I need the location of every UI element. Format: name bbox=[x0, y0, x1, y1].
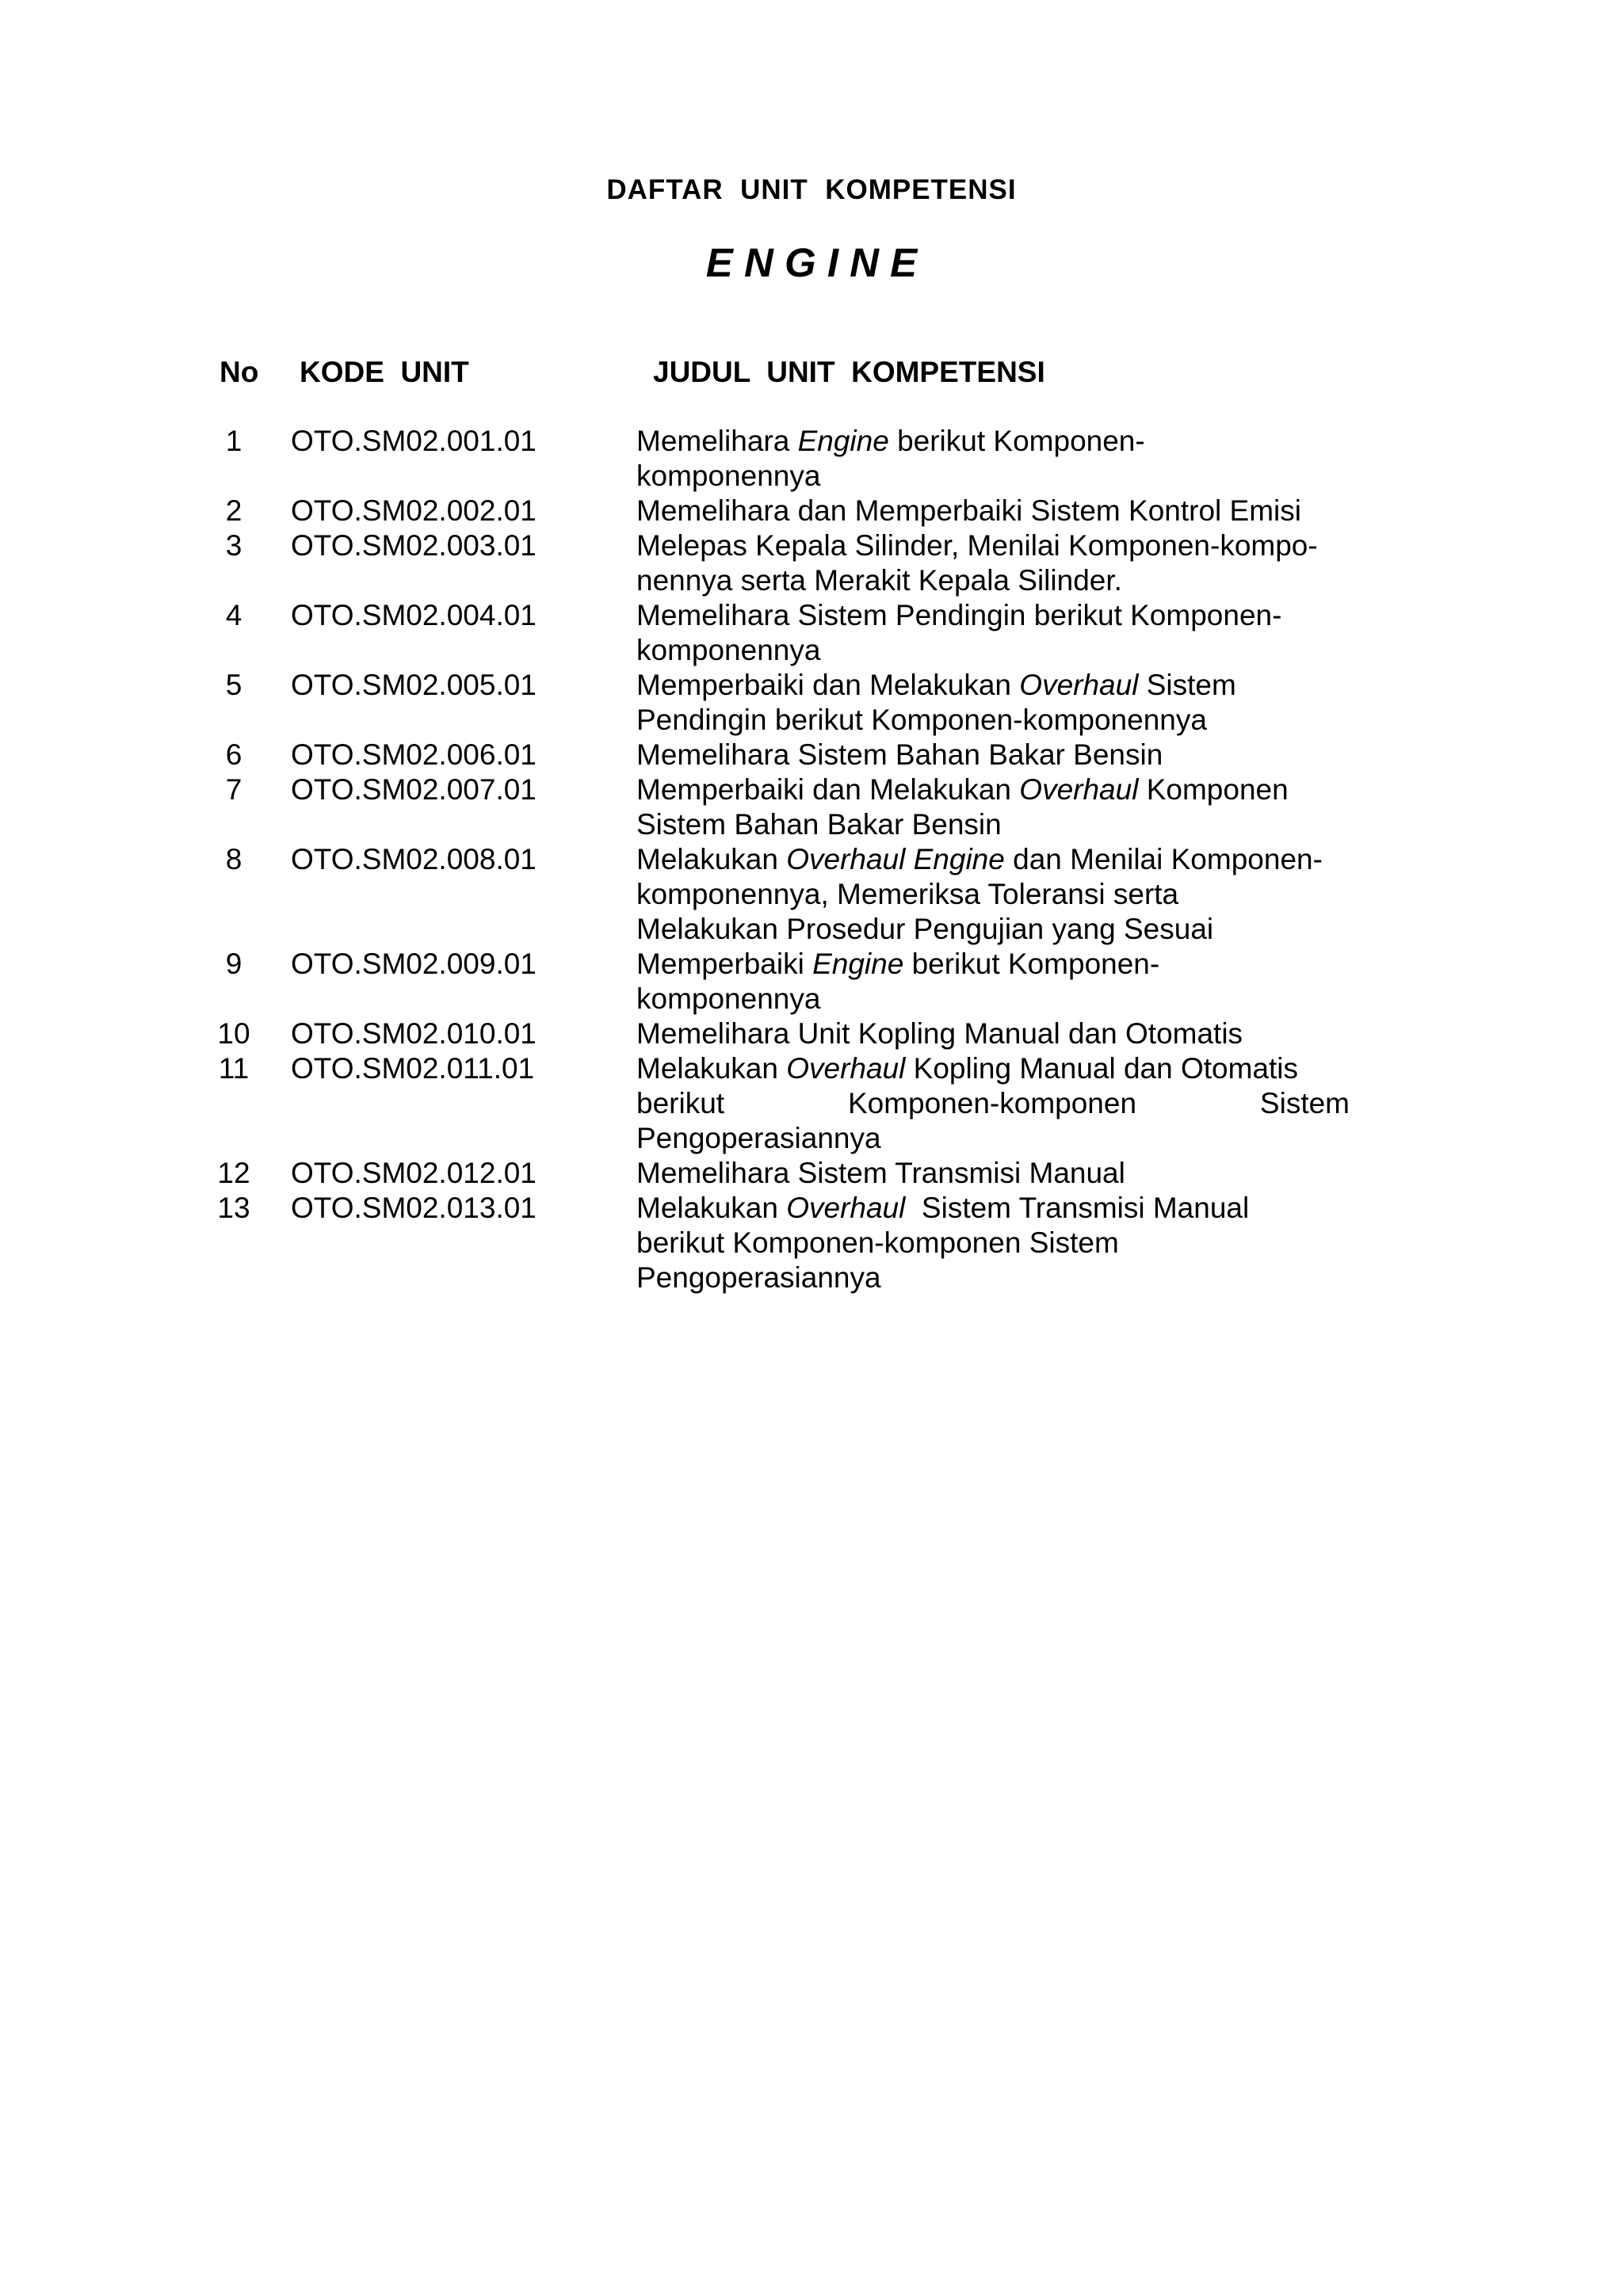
table-row bbox=[0, 1156, 1623, 1191]
table-row bbox=[0, 494, 1623, 528]
italic-term: Overhaul Engine bbox=[786, 843, 1005, 875]
unit-title-line bbox=[636, 738, 1350, 772]
title-text: Komponen bbox=[1138, 773, 1289, 806]
unit-code: OTO.SM02.009.01 bbox=[291, 948, 537, 980]
unit-title-line bbox=[636, 772, 1350, 807]
title-text: komponennya bbox=[636, 982, 821, 1015]
title-text: Memperbaiki dan Melakukan bbox=[636, 773, 1020, 806]
title-text: Memperbaiki bbox=[636, 948, 813, 980]
table-row bbox=[0, 528, 1623, 598]
unit-title bbox=[636, 1051, 1350, 1156]
unit-title-line bbox=[636, 528, 1350, 563]
table-row bbox=[0, 947, 1623, 1016]
italic-term: Overhaul bbox=[1019, 773, 1139, 806]
unit-title bbox=[636, 494, 1350, 528]
title-text: Sistem Bahan Bakar Bensin bbox=[636, 808, 1002, 841]
italic-term: Overhaul bbox=[786, 1192, 906, 1224]
italic-term: Overhaul bbox=[1019, 669, 1139, 701]
unit-title-line bbox=[636, 912, 1350, 947]
row-number: 7 bbox=[225, 773, 242, 806]
title-text: Melakukan bbox=[636, 843, 787, 875]
unit-title-line bbox=[636, 982, 1350, 1016]
unit-title-line bbox=[636, 633, 1350, 668]
row-number: 10 bbox=[217, 1017, 250, 1050]
row-number: 8 bbox=[225, 843, 242, 875]
title-text: Pengoperasiannya bbox=[636, 1122, 881, 1154]
page-title: DAFTAR UNIT KOMPETENSI bbox=[606, 174, 1017, 205]
title-text: Pengoperasiannya bbox=[636, 1261, 881, 1294]
row-number: 4 bbox=[225, 599, 242, 631]
title-text: Melepas Kepala Silinder, Menilai Komponen-kompo- bbox=[636, 529, 1318, 562]
title-text: Memelihara Sistem Pendingin berikut Komponen- bbox=[636, 599, 1282, 631]
unit-title-line bbox=[636, 494, 1350, 528]
italic-term: Overhaul bbox=[786, 1052, 906, 1085]
unit-title bbox=[636, 1016, 1350, 1051]
unit-title bbox=[636, 947, 1350, 1016]
title-text: berikut Komponen- bbox=[903, 948, 1160, 980]
unit-title-line bbox=[636, 459, 1350, 494]
title-text: Memperbaiki dan Melakukan bbox=[636, 669, 1020, 701]
unit-code: OTO.SM02.002.01 bbox=[291, 494, 537, 527]
unit-code: OTO.SM02.008.01 bbox=[291, 843, 537, 875]
column-header-no: No bbox=[220, 356, 259, 388]
title-text: Sistem Transmisi Manual bbox=[905, 1192, 1250, 1224]
unit-title bbox=[636, 424, 1350, 494]
title-text: berikut Komponen- bbox=[888, 425, 1145, 457]
title-text: berikut Komponen-komponen Sistem bbox=[636, 1226, 1119, 1259]
unit-title-line bbox=[636, 1226, 1350, 1261]
unit-title-line bbox=[636, 877, 1350, 912]
page-subtitle: E N G I N E bbox=[705, 240, 918, 285]
unit-title bbox=[636, 528, 1350, 598]
unit-title bbox=[636, 842, 1350, 947]
unit-code: OTO.SM02.012.01 bbox=[291, 1157, 537, 1189]
row-number: 11 bbox=[218, 1052, 250, 1085]
title-text: Memelihara dan Memperbaiki Sistem Kontrol Emisi bbox=[636, 494, 1301, 527]
table-row bbox=[0, 1051, 1623, 1156]
table-row bbox=[0, 1191, 1623, 1295]
title-text: Memelihara Sistem Transmisi Manual bbox=[636, 1157, 1125, 1189]
title-text: Memelihara bbox=[636, 425, 798, 457]
unit-title-line bbox=[636, 424, 1350, 459]
row-number: 1 bbox=[225, 425, 242, 457]
title-text: Memelihara Unit Kopling Manual dan Otomatis bbox=[636, 1017, 1243, 1050]
title-text: Memelihara Sistem Bahan Bakar Bensin bbox=[636, 738, 1163, 771]
column-header-code: KODE UNIT bbox=[300, 356, 469, 388]
unit-title-line bbox=[636, 1121, 1350, 1156]
unit-title-line bbox=[636, 703, 1350, 738]
title-text: Sistem bbox=[1138, 669, 1236, 701]
table-row bbox=[0, 598, 1623, 668]
title-text: komponennya bbox=[636, 460, 821, 492]
column-header-title: JUDUL UNIT KOMPETENSI bbox=[653, 356, 1045, 388]
title-text: komponennya, Memeriksa Toleransi serta bbox=[636, 878, 1179, 910]
unit-code: OTO.SM02.006.01 bbox=[291, 738, 537, 771]
row-number: 6 bbox=[225, 738, 242, 771]
unit-title-line bbox=[636, 668, 1350, 703]
unit-title-line bbox=[636, 1261, 1350, 1295]
title-text: dan Menilai Komponen- bbox=[1004, 843, 1323, 875]
table-row bbox=[0, 772, 1623, 842]
unit-code: OTO.SM02.003.01 bbox=[291, 529, 537, 562]
title-text: Melakukan bbox=[636, 1192, 787, 1224]
row-number: 9 bbox=[225, 948, 242, 980]
row-number: 13 bbox=[217, 1192, 250, 1224]
title-text: Melakukan bbox=[636, 1052, 787, 1085]
table-row bbox=[0, 668, 1623, 738]
title-text: Pendingin berikut Komponen-komponennya bbox=[636, 704, 1207, 736]
row-number: 12 bbox=[217, 1157, 250, 1189]
unit-title-line bbox=[636, 1191, 1350, 1226]
table-row bbox=[0, 1016, 1623, 1051]
unit-code: OTO.SM02.011.01 bbox=[291, 1052, 535, 1085]
unit-title bbox=[636, 738, 1350, 772]
title-text: berikut bbox=[636, 1087, 725, 1119]
unit-code: OTO.SM02.005.01 bbox=[291, 669, 537, 701]
unit-title bbox=[636, 1156, 1350, 1191]
row-number: 2 bbox=[225, 494, 242, 527]
unit-code: OTO.SM02.007.01 bbox=[291, 773, 537, 806]
unit-title bbox=[636, 598, 1350, 668]
unit-code: OTO.SM02.010.01 bbox=[291, 1017, 537, 1050]
title-text: Melakukan Prosedur Pengujian yang Sesuai bbox=[636, 913, 1214, 945]
unit-title-line bbox=[636, 1051, 1350, 1086]
title-text: komponennya bbox=[636, 634, 821, 666]
unit-title bbox=[636, 772, 1350, 842]
row-number: 3 bbox=[225, 529, 242, 562]
unit-title-line bbox=[636, 947, 1350, 982]
italic-term: Engine bbox=[797, 425, 889, 457]
unit-title bbox=[636, 1191, 1350, 1295]
unit-title-line bbox=[636, 1016, 1350, 1051]
unit-title-line bbox=[636, 1156, 1350, 1191]
unit-code: OTO.SM02.013.01 bbox=[291, 1192, 537, 1224]
table-row bbox=[0, 842, 1623, 947]
unit-title-line bbox=[636, 598, 1350, 633]
competency-unit-table bbox=[0, 424, 1623, 1295]
title-text: Kopling Manual dan Otomatis bbox=[905, 1052, 1299, 1085]
unit-title-line bbox=[636, 563, 1350, 598]
table-row bbox=[0, 424, 1623, 494]
unit-title bbox=[636, 668, 1350, 738]
unit-title-line bbox=[636, 842, 1350, 877]
table-row bbox=[0, 738, 1623, 772]
title-text: Sistem bbox=[1259, 1087, 1350, 1119]
italic-term: Engine bbox=[812, 948, 904, 980]
unit-title-line bbox=[636, 807, 1350, 842]
unit-code: OTO.SM02.004.01 bbox=[291, 599, 537, 631]
row-number: 5 bbox=[225, 669, 242, 701]
title-text: Komponen-komponen bbox=[847, 1087, 1137, 1119]
unit-title-line bbox=[636, 1086, 1350, 1121]
unit-code: OTO.SM02.001.01 bbox=[291, 425, 537, 457]
title-text: nennya serta Merakit Kepala Silinder. bbox=[636, 564, 1122, 597]
